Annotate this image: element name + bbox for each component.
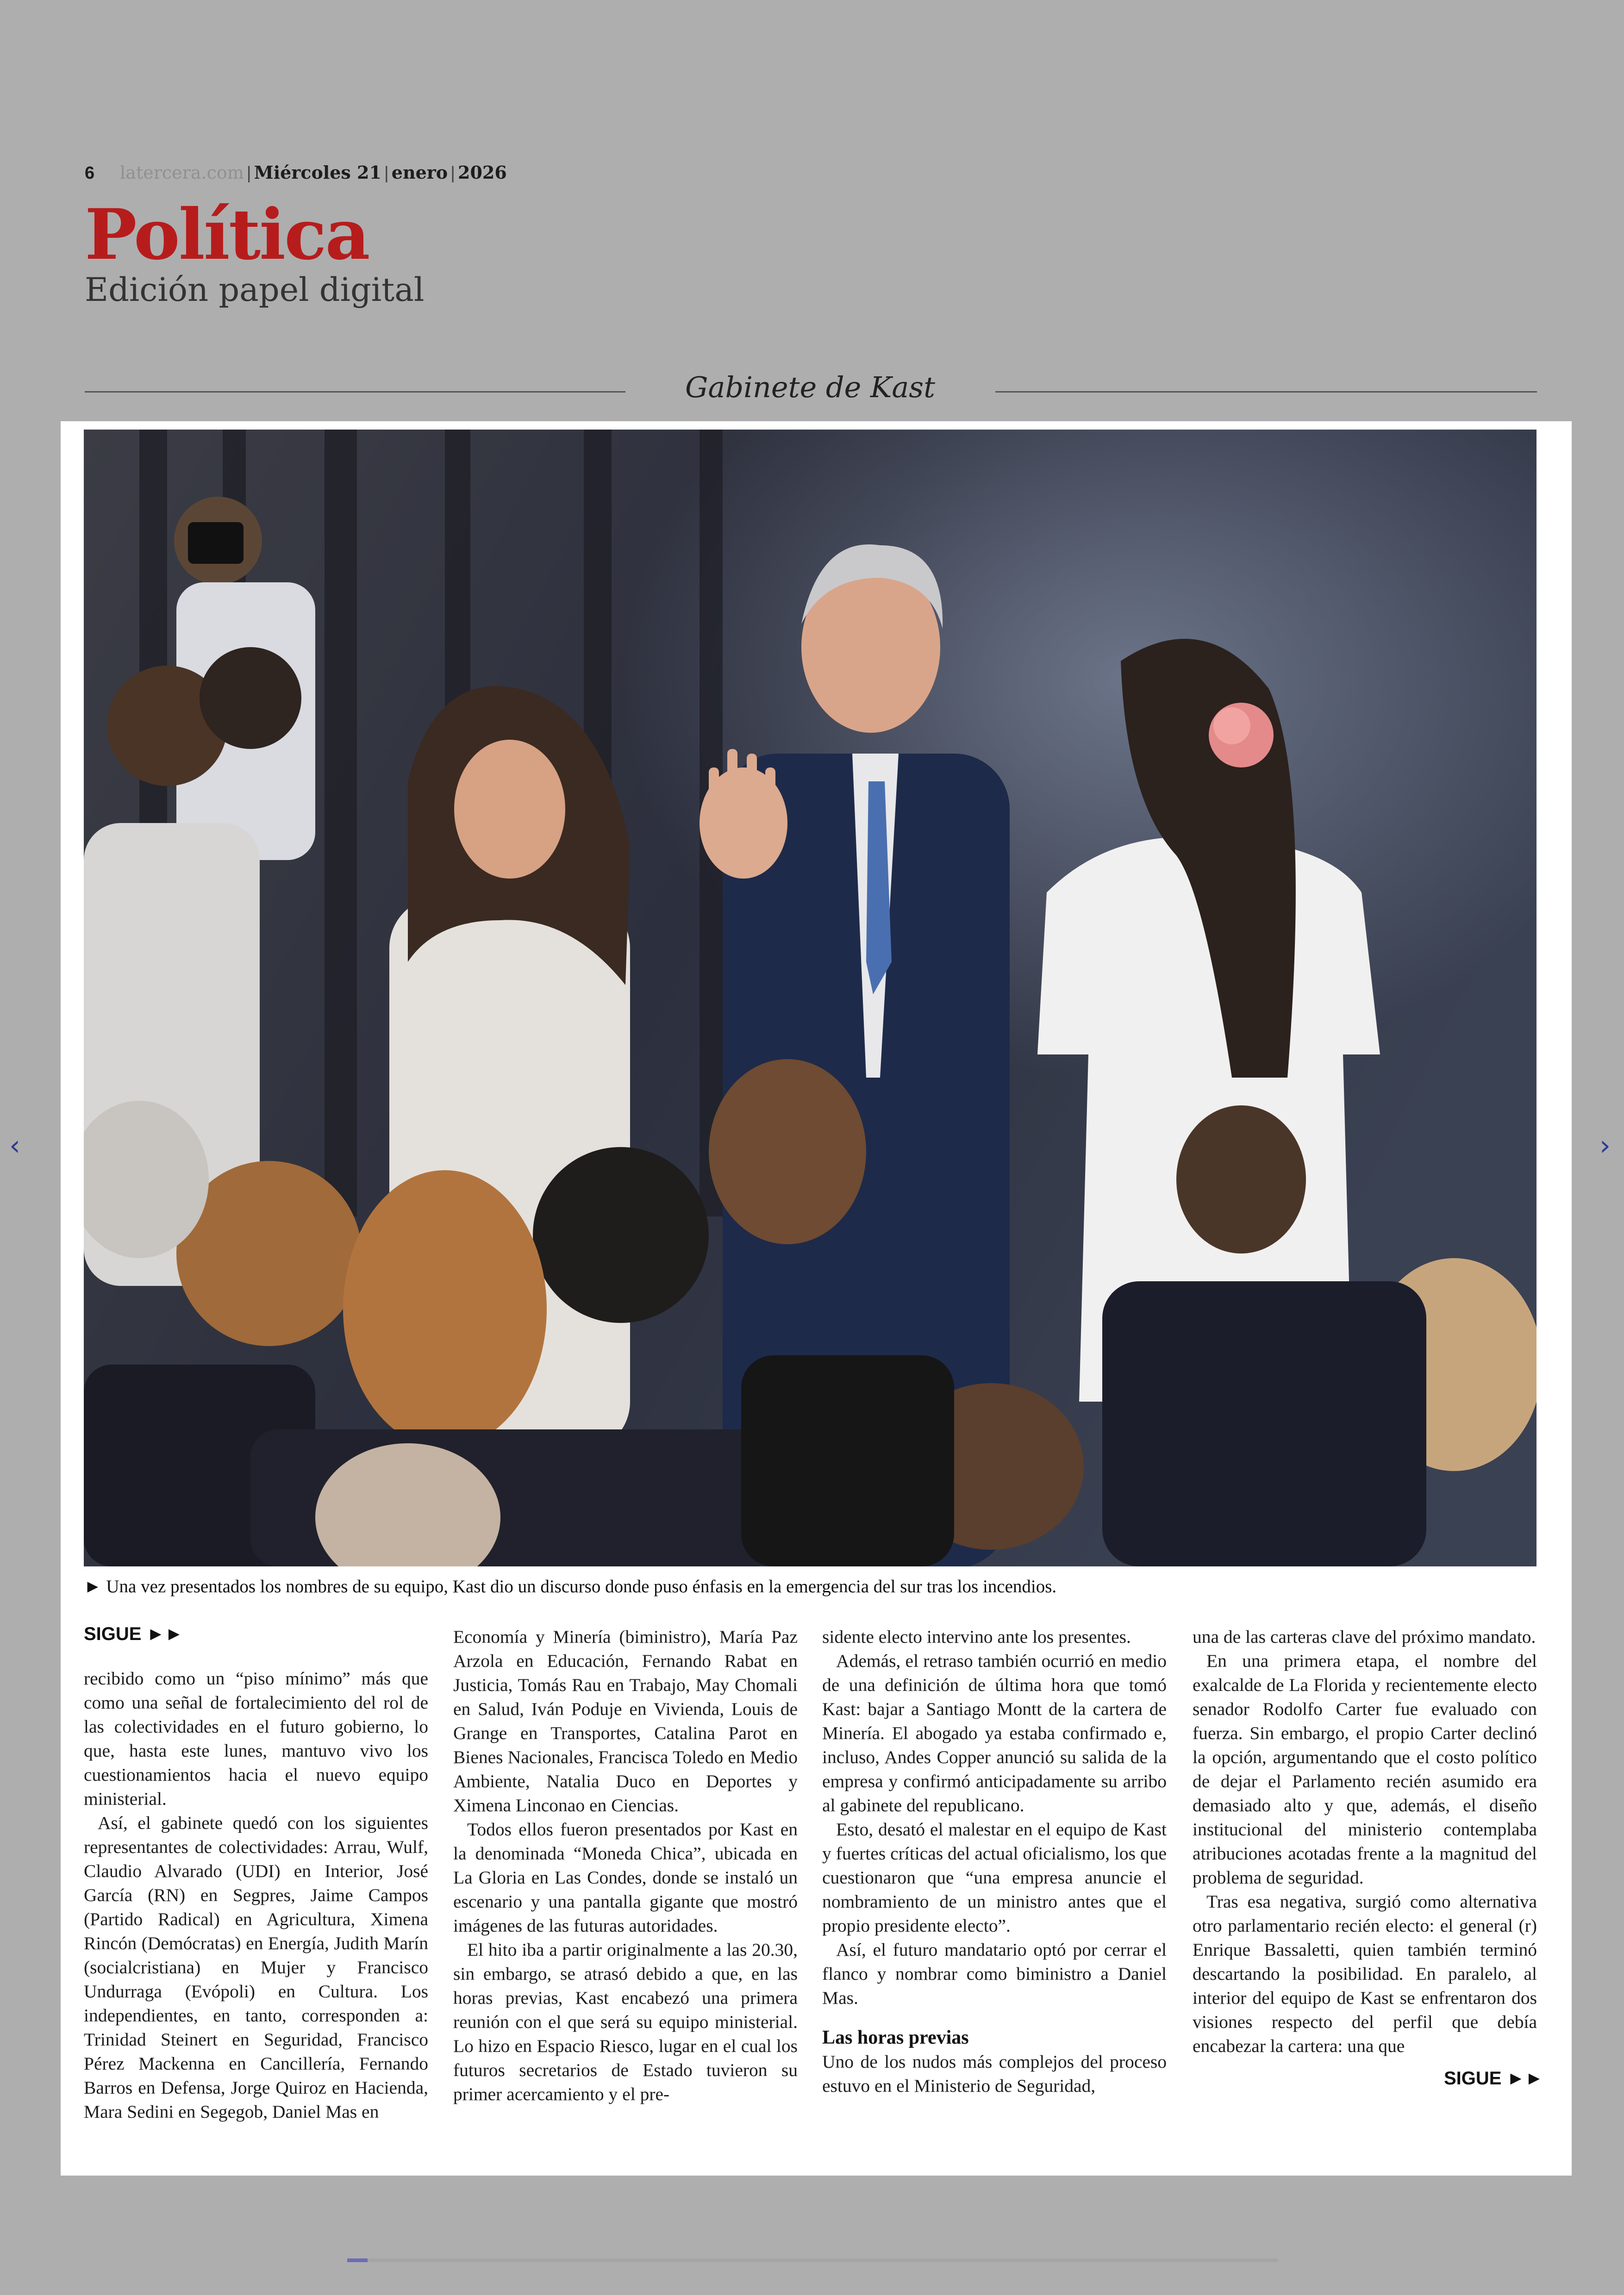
- page-number: 6: [85, 163, 95, 183]
- edition-subtitle: Edición papel digital: [85, 271, 425, 309]
- header-separator: |: [384, 163, 389, 183]
- continue-marker-bottom: SIGUE ►►: [1444, 2068, 1543, 2089]
- date-year: 2026: [458, 162, 507, 183]
- article-sheet: [61, 421, 1572, 2176]
- paragraph: En una primera etapa, el nombre del exalcalde de La Florida y recientemente electo senador Rodolfo Carter fue evaluado con fuerza. Sin embargo, el propio Carter declinó la opción, argumentando que el costo político de dejar el Parlamento recién asumido era demasiado alto y que, además, el diseño institucional del ministerio contemplaba atribuciones acotadas frente a la magnitud del problema de seguridad.: [1193, 1651, 1537, 1888]
- article-column-1: [84, 1666, 428, 2124]
- paragraph: Esto, desató el malestar en el equipo de Kast y fuertes críticas del actual oficialismo, los que cuestionaron que “una empresa anuncie el nombramiento de un ministro antes que el propio presidente electo”.: [822, 1819, 1167, 1936]
- kicker-rule-right: [995, 391, 1537, 393]
- section-title: Política: [85, 194, 369, 275]
- paragraph: Tras esa negativa, surgió como alternativa otro parlamentario recién electo: el general (r) Enrique Bassaletti, quien también terminó descartando la posibilidad. En paralelo, al interior del equipo de Kast se enfrentaron dos visiones respecto del perfil que debía encabezar la cartera: una que: [1193, 1891, 1537, 2056]
- kicker-rule-left: [85, 391, 625, 393]
- paragraph: recibido como un “piso mínimo” más que como una señal de fortalecimiento del rol de las colectividades en el futuro gobierno, lo que, hasta este lunes, mantuvo vivo los cuestionamientos hacia el nuevo equipo ministerial.: [84, 1668, 428, 1809]
- prev-page-button[interactable]: [9, 1129, 20, 1162]
- photo-illustration: [84, 430, 1537, 1566]
- subheading: Las horas previas: [822, 2027, 969, 2048]
- reader-progress-bar[interactable]: [347, 2258, 1278, 2262]
- reader-progress-fill: [347, 2258, 368, 2262]
- paragraph: Todos ellos fueron presentados por Kast en la denominada “Moneda Chica”, ubicada en La Gloria en Las Condes, donde se instaló un escenario y una pantalla gigante que mostró imágenes de las futuras autoridades.: [453, 1819, 798, 1936]
- paragraph: Uno de los nudos más complejos del proceso estuvo en el Ministerio de Seguridad,: [822, 2052, 1167, 2096]
- chevron-left-icon: ‹: [9, 1129, 20, 1162]
- photo-caption: ► Una vez presentados los nombres de su equipo, Kast dio un discurso donde puso énfasis en la emergencia del sur tras los incendios.: [84, 1577, 1057, 1597]
- paragraph: Así, el gabinete quedó con los siguientes representantes de colectividades: Arrau, Wulf, Claudio Alvarado (UDI) en Interior, José García (RN) en Segpres, Jaime Campos (Partido Radical) en Agricultura, Ximena Rincón (Demócratas) en Energía, Judith Marín (socialcristiana) en Mujer y Francisco Undurraga (Evópoli) en Cultura. Los independientes, en tanto, corresponden a: Trinidad Steinert en Seguridad, Francisco Pérez Mackenna en Cancillería, Fernando Barros en Defensa, Jorge Quiroz en Hacienda, Mara Sedini en Segegob, Daniel Mas en: [84, 1813, 428, 2122]
- page-header: [85, 162, 507, 183]
- header-separator: |: [450, 163, 456, 183]
- article-column-3: [822, 1625, 1167, 2098]
- article-column-2: [453, 1625, 798, 2106]
- next-page-button[interactable]: [1599, 1129, 1611, 1162]
- paragraph: Economía y Minería (biministro), María Paz Arzola en Educación, Fernando Rabat en Justicia, Tomás Rau en Trabajo, May Chomali en Salud, Iván Poduje en Vivienda, Louis de Grange en Transportes, Catalina Parot en Bienes Nacionales, Francisca Toledo en Medio Ambiente, Natalia Duco en Deportes y Ximena Linconao en Ciencias.: [453, 1627, 798, 1815]
- paragraph: sidente electo intervino ante los presentes.: [822, 1627, 1131, 1647]
- chevron-right-icon: ›: [1599, 1129, 1611, 1162]
- date-weekday-day: Miércoles 21: [254, 162, 381, 183]
- header-separator: |: [246, 163, 251, 183]
- date-month: enero: [391, 162, 448, 183]
- paragraph: El hito iba a partir originalmente a las 20.30, sin embargo, se atrasó debido a que, en las horas previas, Kast encabezó una primera reunión con el que será su equipo ministerial. Lo hizo en Espacio Riesco, lugar en el cual los futuros secretarios de Estado tuvieron su primer acercamiento y el pre-: [453, 1940, 798, 2104]
- paragraph: Así, el futuro mandatario optó por cerrar el flanco y nombrar como biministro a Daniel Mas.: [822, 1940, 1167, 2008]
- paragraph: Además, el retraso también ocurrió en medio de una definición de última hora que tomó Kast: bajar a Santiago Montt de la cartera de Minería. El abogado ya estaba confirmado e, incluso, Andes Copper anunció su salida de la empresa y confirmó anticipadamente su arribo al gabinete del republicano.: [822, 1651, 1167, 1815]
- kicker-heading: Gabinete de Kast: [685, 370, 936, 404]
- article-column-4: [1193, 1625, 1537, 2058]
- continue-marker-top: SIGUE ►►: [84, 1624, 183, 1644]
- site-name: latercera.com: [120, 162, 244, 183]
- news-photo: [84, 430, 1537, 1566]
- paragraph: una de las carteras clave del próximo mandato.: [1193, 1627, 1536, 1647]
